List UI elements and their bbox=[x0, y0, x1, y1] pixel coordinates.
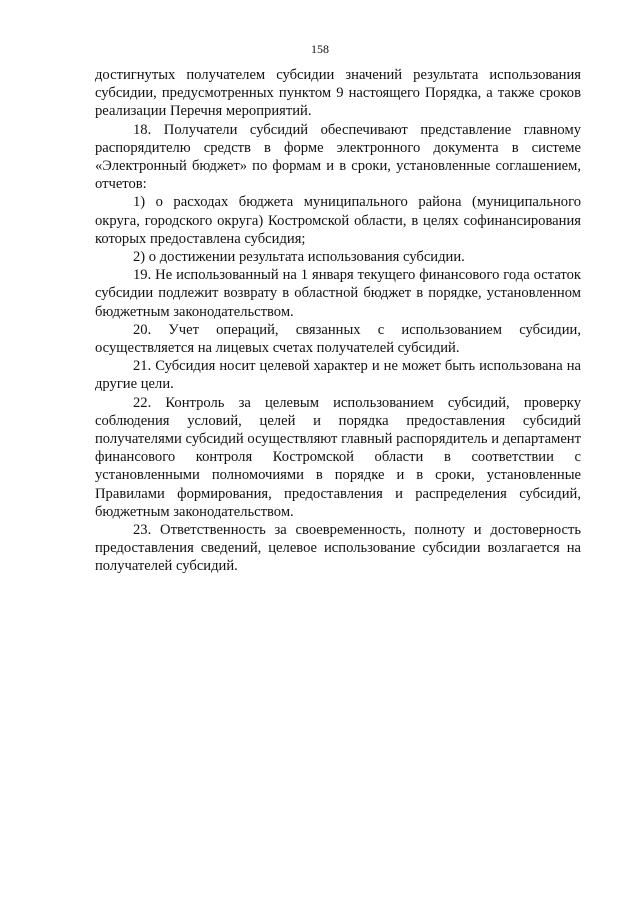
paragraph-18-item-1: 1) о расходах бюджета муниципального района (муниципального округа, городского округа) Костромской области, в целях софинансирования которых предоставлена субсидия; bbox=[95, 194, 581, 247]
paragraph-23: 23. Ответственность за своевременность, полноту и достоверность предоставления сведений, целевое использование субсидии возлагается на получателей субсидий. bbox=[95, 522, 581, 575]
paragraph-continuation: достигнутых получателем субсидии значений результата использования субсидии, предусмотренных пунктом 9 настоящего Порядка, а также сроков реализации Перечня мероприятий. bbox=[95, 67, 581, 120]
paragraph-20: 20. Учет операций, связанных с использованием субсидии, осуществляется на лицевых счетах получателей субсидий. bbox=[95, 321, 581, 357]
page-number: 158 bbox=[311, 42, 329, 56]
paragraph-21: 21. Субсидия носит целевой характер и не может быть использована на другие цели. bbox=[95, 358, 581, 393]
paragraph-18: 18. Получатели субсидий обеспечивают представление главному распорядителю средств в форме электронного документа в системе «Электронный бюджет» по формам и в сроки, установленные соглашением, отчетов: bbox=[95, 121, 581, 193]
paragraph-18-item-2: 2) о достижении результата использования субсидии. bbox=[133, 249, 465, 266]
paragraph-19: 19. Не использованный на 1 января текущего финансового года остаток субсидии подлежит возврату в областной бюджет в порядке, установленном бюджетным законодательством. bbox=[95, 267, 581, 320]
document-body bbox=[95, 66, 581, 576]
paragraph-22: 22. Контроль за целевым использованием субсидий, проверку соблюдения условий, целей и порядка предоставления субсидий получателями субсидий осуществляют главный распорядитель и департамент финансового контроля Костромской области в соответствии с установленными полномочиями в порядке и в сроки, установленные Правилами формирования, предоставления и распределения субсидий, бюджетным законодательством. bbox=[95, 394, 581, 520]
